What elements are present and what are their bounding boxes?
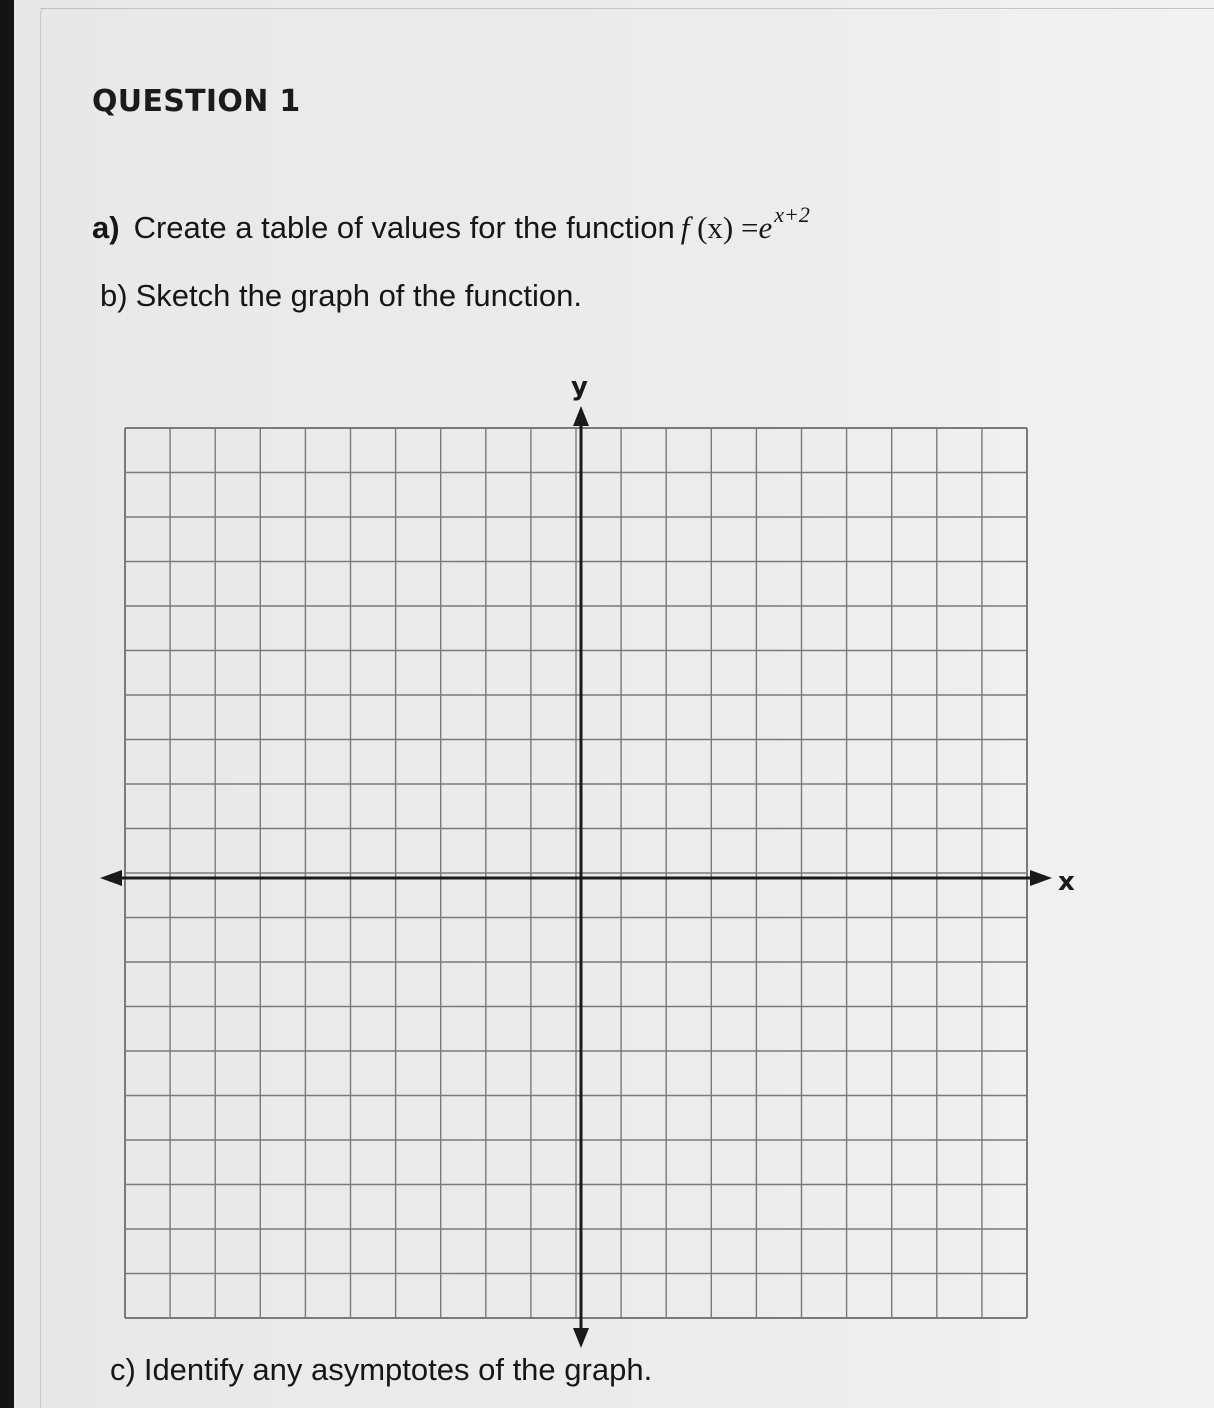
part-c-text: Identify any asymptotes of the graph.	[143, 1352, 653, 1387]
part-a-label: a)	[92, 210, 120, 245]
x-axis-label: x	[1058, 867, 1075, 897]
part-a-text: Create a table of values for the function	[133, 210, 675, 245]
part-c	[110, 1352, 652, 1388]
grid-lines	[125, 428, 1027, 1318]
formula-base: e	[758, 210, 773, 245]
x-axis-left-arrow	[100, 870, 122, 886]
part-b-label: b)	[100, 278, 128, 313]
y-axis-up-arrow	[573, 406, 589, 426]
part-b-text: Sketch the graph of the function.	[135, 278, 582, 313]
formula-lhs: f	[680, 210, 690, 245]
formula-equals: =	[740, 210, 759, 245]
question-title: QUESTION 1	[92, 84, 301, 119]
y-axis-label: y	[571, 372, 588, 402]
y-axis-down-arrow	[573, 1328, 589, 1348]
axes	[100, 372, 1075, 1348]
part-c-label: c)	[110, 1352, 136, 1387]
formula-exponent: x+2	[774, 202, 810, 227]
x-axis-right-arrow	[1030, 870, 1052, 886]
formula-argument: (x)	[697, 210, 734, 245]
